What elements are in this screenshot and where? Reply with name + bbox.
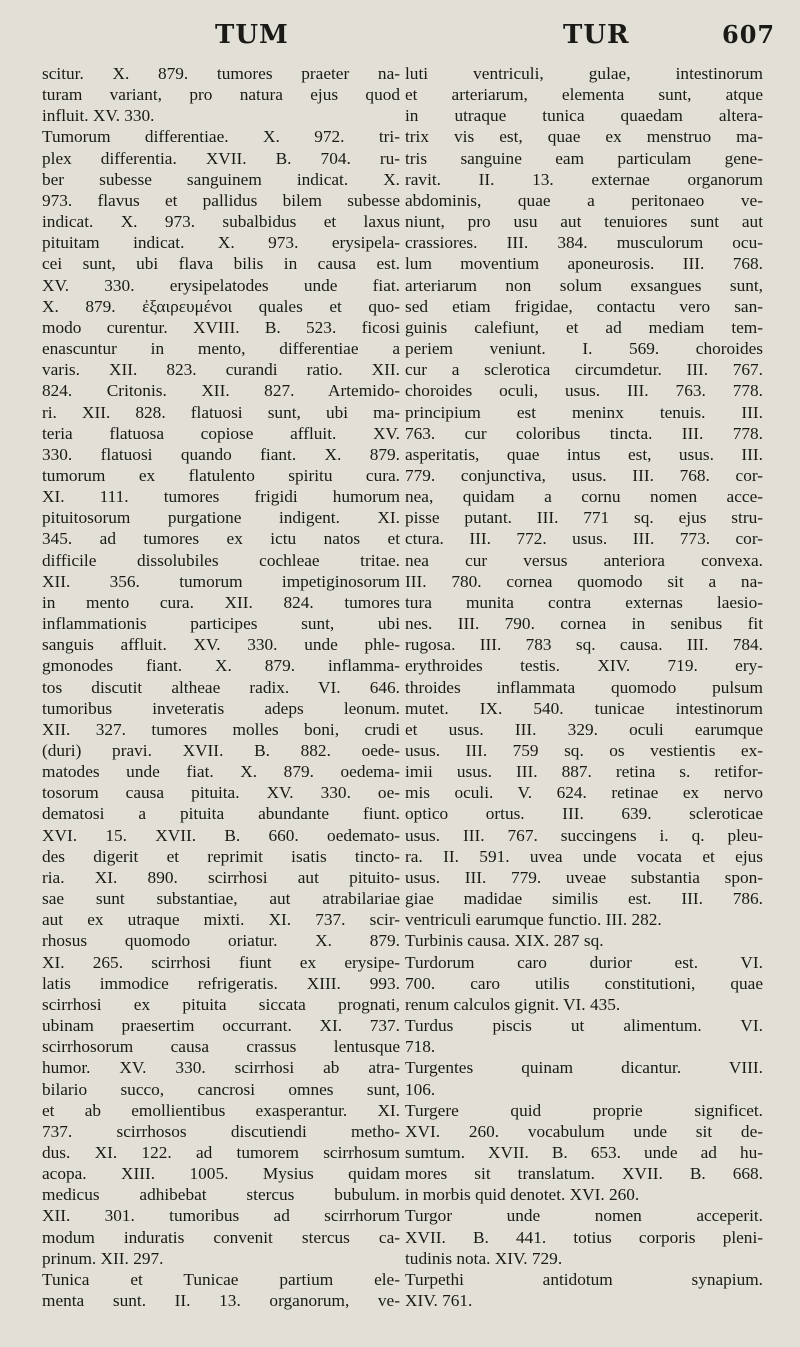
text-line: tumoribus inveteratis adeps leonum. — [42, 698, 400, 718]
page-number: 607 — [722, 20, 776, 49]
text-line: pisse putant. III. 771 sq. ejus stru- — [405, 508, 763, 528]
text-line: sed etiam frigidae, contactu vero san- — [405, 296, 763, 316]
text-line: aut ex utraque mixti. XI. 737. scir- — [42, 910, 400, 930]
text-line: ventriculi earumque functio. III. 282. — [405, 910, 662, 930]
text-line: sanguis affluit. XV. 330. unde phle- — [42, 635, 400, 655]
text-line: 345. ad tumores ex ictu natos et — [42, 529, 400, 549]
text-line: et ab emollientibus exasperantur. XI. — [42, 1100, 400, 1120]
text-line: gmonodes fiant. X. 879. inflamma- — [42, 656, 400, 676]
text-line: XIV. 761. — [405, 1291, 473, 1311]
text-line: tura munita contra externas laesio- — [405, 592, 763, 612]
text-line: enascuntur in mento, differentiae a — [42, 339, 400, 359]
text-line: Turbinis causa. XIX. 287 sq. — [405, 931, 604, 951]
text-line: latis immodice refrigeratis. XIII. 993. — [42, 973, 400, 993]
text-line: Turpethi antidotum synapium. — [405, 1269, 763, 1289]
text-line: Turgor unde nomen acceperit. — [405, 1206, 763, 1226]
text-line: et arteriarum, elementa sunt, atque — [405, 85, 763, 105]
text-line: 700. caro utilis constitutioni, quae — [405, 973, 763, 993]
text-line: Tumorum differentiae. X. 972. tri- — [42, 127, 400, 147]
text-line: difficile dissolubiles cochleae tritae. — [42, 550, 400, 570]
text-line: XI. 265. scirrhosi fiunt ex erysipe- — [42, 952, 400, 972]
text-line: inflammationis participes sunt, ubi — [42, 614, 400, 634]
text-line: varis. XII. 823. curandi ratio. XII. — [42, 360, 400, 380]
text-line: cei sunt, ubi flava bilis in causa est. — [42, 254, 400, 274]
text-line: XI. 111. tumores frigidi humorum — [42, 487, 400, 507]
text-line: XII. 327. tumores molles boni, crudi — [42, 719, 400, 739]
text-line: XV. 330. erysipelatodes unde fiat. — [42, 275, 400, 295]
text-line: ri. XII. 828. flatuosi sunt, ubi ma- — [42, 402, 400, 422]
text-line: mis oculi. V. 624. retinae ex nervo — [405, 783, 763, 803]
text-line: guinis calefiunt, et ad mediam tem- — [405, 317, 763, 337]
text-line: pituitam indicat. X. 973. erysipela- — [42, 233, 400, 253]
right-column — [405, 63, 763, 1311]
text-line: des digerit et reprimit isatis tincto- — [42, 846, 400, 866]
text-line: acopa. XIII. 1005. Mysius quidam — [42, 1164, 400, 1184]
text-line: giae madidae similis est. III. 786. — [405, 889, 763, 909]
text-line: prinum. XII. 297. — [42, 1248, 164, 1268]
text-line: Tunica et Tunicae partium ele- — [42, 1269, 400, 1289]
text-line: nes. III. 790. cornea in senibus fit — [405, 614, 763, 634]
text-line: imii usus. III. 887. retina s. retifor- — [405, 762, 763, 782]
text-line: arteriarum non solum exsangues sunt, — [405, 275, 763, 295]
text-line: 779. conjunctiva, usus. III. 768. cor- — [405, 465, 763, 485]
text-line: usus. III. 779. uveae substantia spon- — [405, 867, 763, 887]
text-line: optico ortus. III. 639. scleroticae — [405, 804, 763, 824]
text-line: ctura. III. 772. usus. III. 773. cor- — [405, 529, 763, 549]
text-line: XVI. 15. XVII. B. 660. oedemato- — [42, 825, 400, 845]
text-line: (duri) pravi. XVII. B. 882. oede- — [42, 741, 400, 760]
left-column — [42, 63, 400, 1311]
text-line: influit. XV. 330. — [42, 106, 155, 126]
text-line: asperitatis, quae intus est, usus. III. — [405, 444, 763, 464]
text-line: crassiores. III. 384. musculorum ocu- — [405, 233, 763, 253]
text-line: bilario succo, cancrosi omnes sunt, — [42, 1079, 400, 1099]
text-line: 330. flatuosi quando fiant. X. 879. — [42, 444, 400, 464]
text-line: nea, quidam a cornu nomen acce- — [405, 487, 763, 507]
text-line: trix vis est, quae ex menstruo ma- — [405, 127, 763, 147]
text-line: luti ventriculi, gulae, intestinorum — [405, 64, 763, 83]
running-head-right: TUR — [563, 20, 630, 50]
text-line: 824. Critonis. XII. 827. Artemido- — [42, 381, 400, 401]
text-line: 973. flavus et pallidus bilem subesse — [42, 190, 400, 210]
text-line: modo curentur. XVIII. B. 523. ficosi — [42, 317, 400, 337]
text-line: menta sunt. II. 13. organorum, ve- — [42, 1291, 400, 1311]
text-line: 718. — [405, 1037, 436, 1057]
text-line: tudinis nota. XIV. 729. — [405, 1248, 563, 1268]
text-line: usus. III. 759 sq. os vestientis ex- — [405, 741, 763, 760]
text-line: principium est meninx tenuis. III. — [405, 402, 763, 422]
text-line: choroides oculi, usus. III. 763. 778. — [405, 381, 763, 401]
text-line: Turgentes quinam dicantur. VIII. — [405, 1058, 763, 1078]
text-line: 737. scirrhosos discutiendi metho- — [42, 1121, 400, 1141]
text-line: ubinam praesertim occurrant. XI. 737. — [42, 1016, 400, 1036]
text-line: Turgere quid proprie significet. — [405, 1100, 763, 1120]
text-line: Turdus piscis ut alimentum. VI. — [405, 1016, 763, 1036]
text-line: XVII. B. 441. totius corporis pleni- — [405, 1227, 763, 1247]
text-line: humor. XV. 330. scirrhosi ab atra- — [42, 1058, 400, 1078]
text-line: ria. XI. 890. scirrhosi aut pituito- — [42, 867, 400, 887]
text-line: pituitosorum purgatione indigent. XI. — [42, 508, 400, 528]
text-line: XII. 301. tumoribus ad scirrhorum — [42, 1206, 400, 1226]
text-line: niunt, pro usu aut tenuiores sunt aut — [405, 212, 763, 232]
text-line: tris sanguine eam particulam gene- — [405, 148, 763, 168]
text-line: ravit. II. 13. externae organorum — [405, 169, 763, 189]
text-line: periem veniunt. I. 569. choroides — [405, 339, 763, 359]
text-line: usus. III. 767. succingens i. q. pleu- — [405, 825, 763, 845]
text-line: dus. XI. 122. ad tumorem scirrhosum — [42, 1142, 400, 1162]
text-line: sumtum. XVII. B. 653. unde ad hu- — [405, 1142, 763, 1162]
text-line: medicus adhibebat stercus bubulum. — [42, 1185, 400, 1205]
text-line: rhosus quomodo oriatur. X. 879. — [42, 931, 400, 951]
text-line: throides inflammata quomodo pulsum — [405, 677, 763, 697]
text-line: indicat. X. 973. subalbidus et laxus — [42, 212, 400, 232]
text-line: in utraque tunica quaedam altera- — [405, 106, 763, 126]
text-line: in morbis quid denotet. XVI. 260. — [405, 1185, 640, 1205]
text-line: 763. cur coloribus tincta. III. 778. — [405, 423, 763, 443]
text-line: X. 879. ἐξαιρευμένοι quales et quo- — [42, 296, 400, 316]
text-line: dematosi a pituita abundante fiunt. — [42, 804, 400, 824]
text-line: modum induratis convenit stercus ca- — [42, 1227, 400, 1247]
text-line: et usus. III. 329. oculi earumque — [405, 719, 763, 739]
text-line: turam variant, pro natura ejus quod — [42, 85, 400, 105]
text-line: in mento cura. XII. 824. tumores — [42, 592, 400, 612]
text-line: ber subesse sanguinem indicat. X. — [42, 169, 400, 189]
text-line: renum calculos gignit. VI. 435. — [405, 994, 621, 1014]
text-line: rugosa. III. 783 sq. causa. III. 784. — [405, 635, 763, 655]
text-line: scirrhosi ex pituita siccata prognati, — [42, 994, 400, 1014]
text-line: sae sunt substantiae, aut atrabilariae — [42, 889, 400, 909]
text-line: tos discutit altheae radix. VI. 646. — [42, 677, 400, 697]
text-line: lum moventium aponeurosis. III. 768. — [405, 254, 763, 274]
text-line: 106. — [405, 1079, 436, 1099]
text-line: tumorum ex flatulento spiritu cura. — [42, 465, 400, 485]
text-line: scitur. X. 879. tumores praeter na- — [42, 64, 400, 83]
text-line: XVI. 260. vocabulum unde sit de- — [405, 1121, 763, 1141]
text-line: matodes unde fiat. X. 879. oedema- — [42, 762, 400, 782]
text-line: III. 780. cornea quomodo sit a na- — [405, 571, 763, 591]
text-line: abdominis, quae a peritonaeo ve- — [405, 190, 763, 210]
text-line: ra. II. 591. uvea unde vocata et ejus — [405, 846, 763, 866]
text-line: Turdorum caro durior est. VI. — [405, 952, 763, 972]
text-line: nea cur versus anteriora convexa. — [405, 550, 763, 570]
text-line: scirrhosorum causa crassus lentusque — [42, 1037, 400, 1057]
text-line: XII. 356. tumorum impetiginosorum — [42, 571, 400, 591]
text-line: plex differentia. XVII. B. 704. ru- — [42, 148, 400, 168]
text-line: erythroides testis. XIV. 719. ery- — [405, 656, 763, 676]
running-head-left: TUM — [215, 20, 289, 50]
text-line: mutet. IX. 540. tunicae intestinorum — [405, 698, 763, 718]
text-line: mores sit translatum. XVII. B. 668. — [405, 1164, 763, 1184]
text-line: tosorum causa pituita. XV. 330. oe- — [42, 783, 400, 803]
text-line: cur a sclerotica circumdetur. III. 767. — [405, 360, 763, 380]
text-line: teria flatuosa copiose affluit. XV. — [42, 423, 400, 443]
